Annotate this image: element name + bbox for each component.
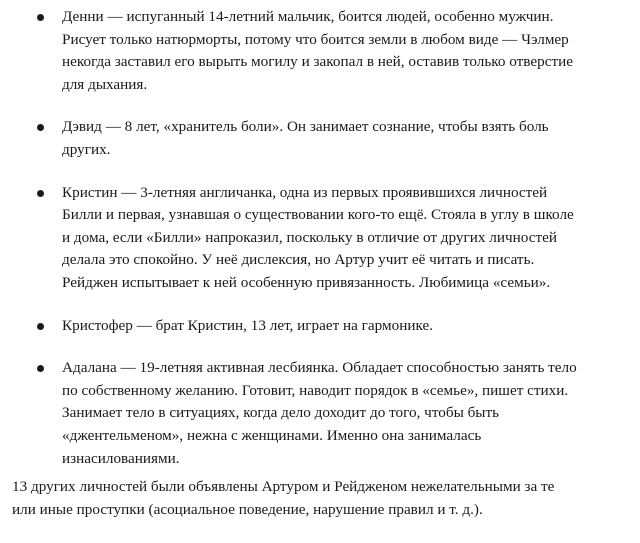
personality-list <box>0 6 640 490</box>
list-item-text: Кристин — 3-летняя англичанка, одна из первых проявившихся личностей Билли и первая, узнавшая о существовании кого-то ещё. Стояла в углу в школе и дома, если «Билли» напроказил, поскольку в отличие от других личностей делала это спокойно. У неё дислексия, но Артур учит её читать и писать. Рейджен испытывает к ней особенную привязанность. Любимица «семьи». <box>62 183 574 291</box>
list-item-denny <box>0 6 640 96</box>
list-item-text: Кристофер — брат Кристин, 13 лет, играет на гармонике. <box>62 316 434 334</box>
bullet-icon <box>37 323 44 330</box>
list-item-christopher <box>0 315 640 338</box>
list-item-david <box>0 116 640 161</box>
list-item-adalana <box>0 357 640 470</box>
bullet-icon <box>37 124 44 131</box>
bullet-icon <box>37 365 44 372</box>
footer-paragraph: 13 других личностей были объявлены Артуром и Рейдженом нежелательными за те или иные проступки (асоциальное поведение, нарушение правил и т. д.). <box>12 478 555 518</box>
bullet-icon <box>37 190 44 197</box>
list-item-text: Дэвид — 8 лет, «хранитель боли». Он занимает сознание, чтобы взять боль других. <box>62 118 549 158</box>
list-item-christine <box>0 182 640 295</box>
bullet-icon <box>37 14 44 21</box>
list-item-text: Денни — испуганный 14-летний мальчик, боится людей, особенно мужчин. Рисует только натюрморты, потому что боится земли в любом виде — Чэлмер некогда заставил его вырыть могилу и закопал в ней, оставив только отверстие для дыхания. <box>62 8 573 93</box>
list-item-text: Адалана — 19-летняя активная лесбиянка. Обладает способностью занять тело по собственному желанию. Готовит, наводит порядок в «семье», пишет стихи. Занимает тело в ситуациях, когда дело доходит до того, чтобы быть «джентельменом», нежна с женщинами. Именно она занималась изнасилованиями. <box>62 359 577 467</box>
